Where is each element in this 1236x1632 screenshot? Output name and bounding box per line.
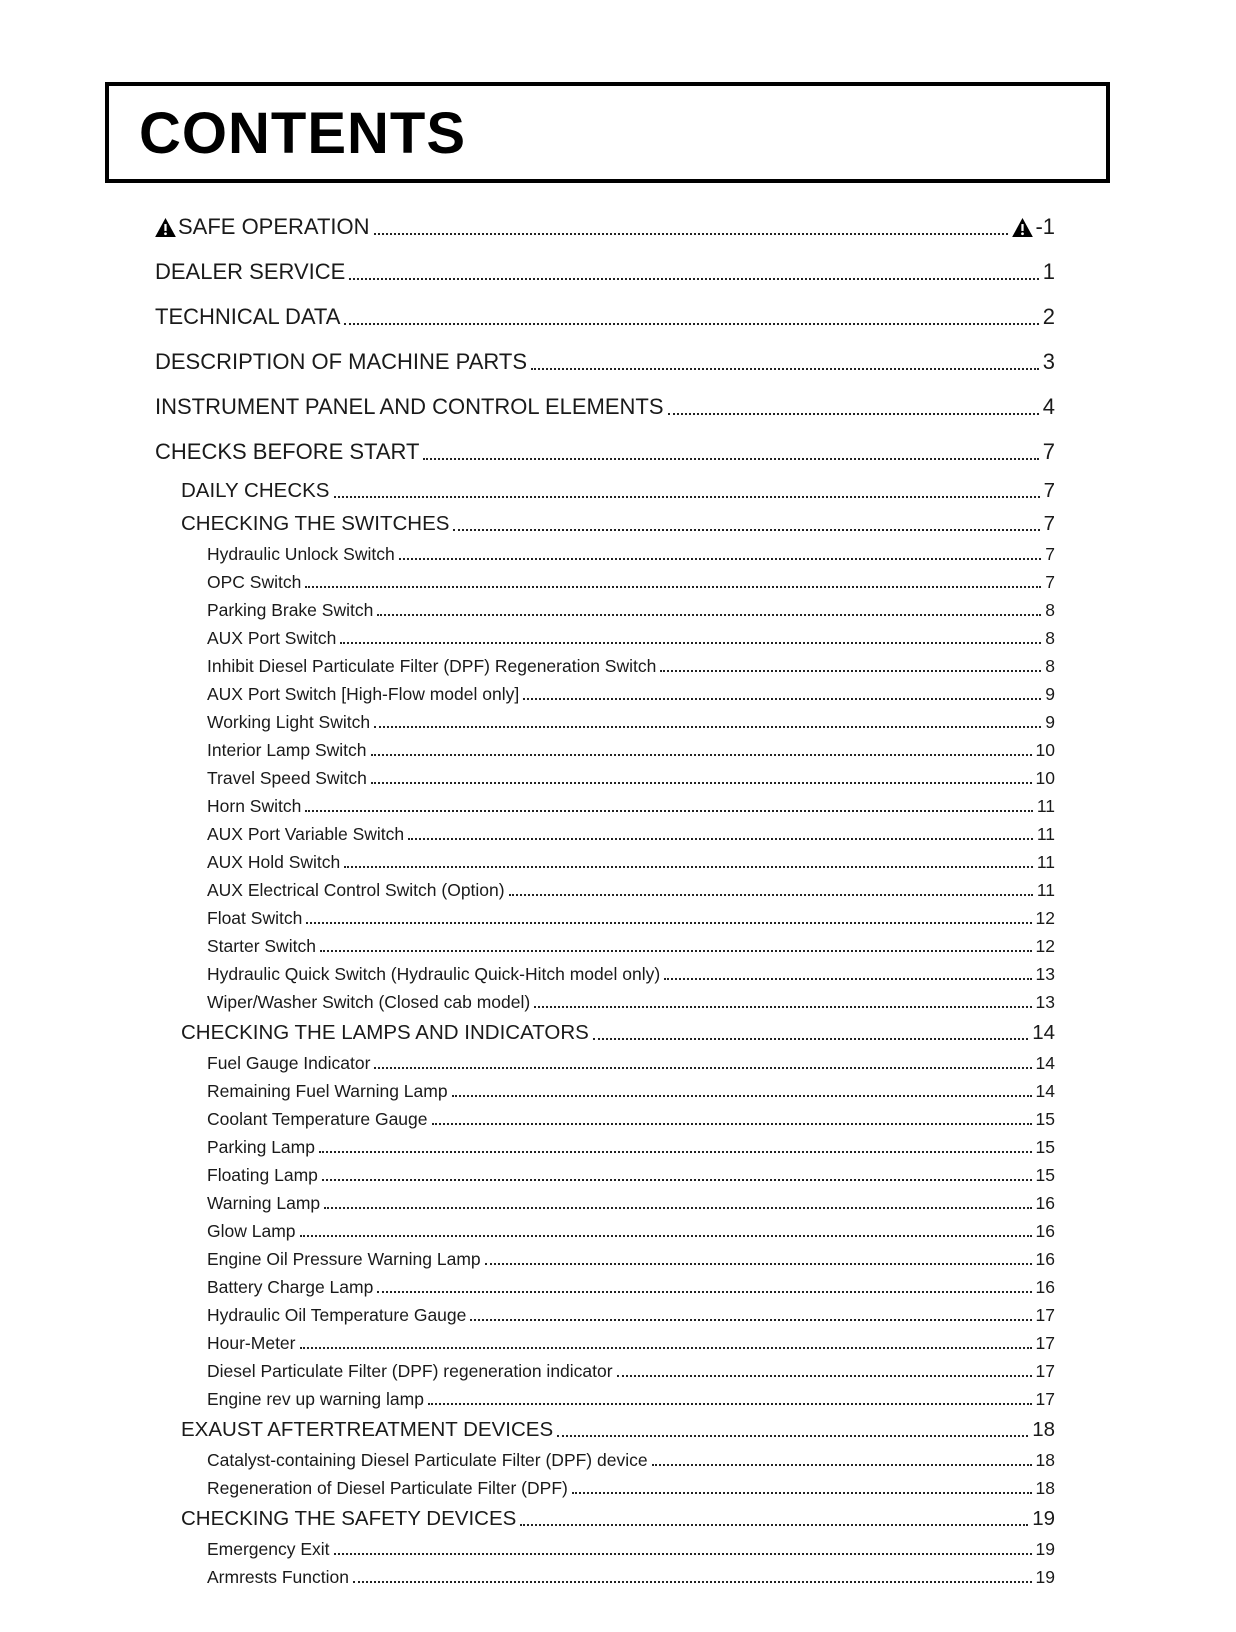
toc-entry-title: AUX Electrical Control Switch (Option)	[207, 880, 505, 900]
toc-entry-page-number: 11	[1036, 852, 1055, 872]
toc-entry-page-number: 14	[1032, 1021, 1055, 1044]
dot-leader	[353, 1581, 1032, 1583]
toc-entry-page-number: 11	[1036, 824, 1055, 844]
toc-entry	[155, 905, 1055, 933]
toc-entry	[155, 1330, 1055, 1358]
toc-entry-title: Glow Lamp	[207, 1221, 296, 1241]
toc-entry-label-wrap	[181, 1418, 553, 1442]
toc-entry-title: Fuel Gauge Indicator	[207, 1053, 371, 1073]
toc-entry	[155, 1564, 1055, 1592]
dot-leader	[324, 1207, 1031, 1209]
dot-leader	[652, 1464, 1032, 1466]
toc-entry-label-wrap	[207, 1305, 466, 1326]
toc-entry-label-wrap	[207, 1137, 315, 1158]
dot-leader	[617, 1375, 1032, 1377]
toc-entry-page-number: 16	[1035, 1277, 1055, 1297]
dot-leader	[408, 838, 1033, 840]
toc-entry-label-wrap	[207, 1277, 373, 1298]
dot-leader	[485, 1263, 1032, 1265]
toc-entry	[155, 1162, 1055, 1190]
toc-entry-page-number: 18	[1035, 1478, 1055, 1498]
toc-entry-label-wrap	[181, 1507, 516, 1531]
toc-entry	[155, 737, 1055, 765]
toc-entry-page	[1043, 439, 1055, 465]
toc-entry-label-wrap	[207, 1109, 428, 1130]
toc-entry-title: Armrests Function	[207, 1567, 349, 1587]
toc-entry-page	[1036, 1305, 1055, 1326]
toc-entry-page-number: 4	[1042, 394, 1055, 419]
dot-leader	[300, 1347, 1032, 1349]
toc-entry-page	[1036, 1277, 1055, 1298]
toc-entry	[155, 933, 1055, 961]
toc-entry-label-wrap	[207, 964, 660, 985]
toc-entry	[155, 1106, 1055, 1134]
toc-entry-label-wrap	[207, 1539, 330, 1560]
warning-triangle-icon	[155, 218, 176, 237]
dot-leader	[377, 614, 1041, 616]
dot-leader	[344, 866, 1033, 868]
dot-leader	[371, 782, 1032, 784]
toc-entry-page	[1036, 936, 1055, 957]
toc-entry-page-number: 19	[1035, 1539, 1055, 1559]
dot-leader	[470, 1319, 1031, 1321]
toc-entry-page	[1044, 479, 1055, 503]
toc-entry-label-wrap	[155, 259, 345, 285]
toc-entry-page	[1032, 1418, 1055, 1442]
toc-entry	[155, 597, 1055, 625]
dot-leader	[371, 754, 1032, 756]
dot-leader	[320, 950, 1032, 952]
toc-entry-label-wrap	[207, 1081, 448, 1102]
toc-entry-page	[1036, 992, 1055, 1013]
toc-entry-title: Catalyst-containing Diesel Particulate Filter (DPF) device	[207, 1450, 648, 1470]
toc-entry-label-wrap	[207, 1389, 424, 1410]
dot-leader	[664, 978, 1031, 980]
toc-entry-page-number: 15	[1035, 1109, 1055, 1129]
toc-entry-page-number: 7	[1045, 544, 1055, 564]
toc-entry-title: DEALER SERVICE	[155, 259, 346, 284]
toc-entry-title: AUX Port Variable Switch	[207, 824, 405, 844]
toc-entry-title: Regeneration of Diesel Particulate Filter (DPF)	[207, 1478, 568, 1498]
dot-leader	[534, 1006, 1031, 1008]
toc-entry-label-wrap	[207, 936, 316, 957]
dot-leader	[509, 894, 1033, 896]
toc-entry-page-number: 17	[1035, 1361, 1055, 1381]
dot-leader	[428, 1403, 1032, 1405]
dot-leader	[452, 1095, 1032, 1097]
toc-entry-title: CHECKING THE SWITCHES	[181, 512, 450, 535]
toc-entry-label-wrap	[207, 992, 530, 1013]
toc-entry	[155, 508, 1055, 541]
toc-entry-title: Battery Charge Lamp	[207, 1277, 374, 1297]
toc-entry	[155, 1386, 1055, 1414]
toc-entry-page	[1036, 1361, 1055, 1382]
toc-entry-title: Hydraulic Oil Temperature Gauge	[207, 1305, 467, 1325]
toc-entry	[155, 653, 1055, 681]
toc-entry-page	[1036, 1081, 1055, 1102]
dot-leader	[319, 1151, 1032, 1153]
toc-entry	[155, 681, 1055, 709]
dot-leader	[523, 698, 1041, 700]
toc-entry-label-wrap	[207, 740, 367, 761]
dot-leader	[340, 642, 1041, 644]
dot-leader	[305, 586, 1041, 588]
dot-leader	[334, 496, 1040, 498]
toc-entry-title: Interior Lamp Switch	[207, 740, 367, 760]
toc-entry-page-number: 14	[1035, 1053, 1055, 1073]
toc-entry-page-number: -1	[1035, 214, 1055, 239]
toc-entry-page-number: 19	[1035, 1567, 1055, 1587]
toc-entry-page-number: 7	[1045, 572, 1055, 592]
toc-entry-title: TECHNICAL DATA	[155, 304, 341, 329]
toc-entry-page	[1036, 1539, 1055, 1560]
toc-entry	[155, 250, 1055, 295]
dot-leader	[399, 558, 1042, 560]
toc-entry-page-number: 9	[1045, 712, 1055, 732]
toc-entry-label-wrap	[207, 600, 373, 621]
toc-entry	[155, 1050, 1055, 1078]
toc-entry-page	[1043, 304, 1055, 330]
toc-entry-label-wrap	[181, 479, 330, 503]
dot-leader	[322, 1179, 1032, 1181]
toc-entry-label-wrap	[207, 1450, 648, 1471]
toc-entry-title: DAILY CHECKS	[181, 479, 330, 502]
page-title: CONTENTS	[139, 101, 466, 166]
toc-entry-page	[1036, 768, 1055, 789]
dot-leader	[374, 233, 1009, 235]
toc-entry	[155, 1246, 1055, 1274]
toc-entry-page	[1045, 684, 1055, 705]
toc-entry-title: Emergency Exit	[207, 1539, 330, 1559]
dot-leader	[668, 413, 1039, 415]
toc-entry-title: Hour-Meter	[207, 1333, 296, 1353]
toc-entry-page-number: 12	[1035, 936, 1055, 956]
toc-entry-title: Wiper/Washer Switch (Closed cab model)	[207, 992, 531, 1012]
toc-entry-page-number: 9	[1045, 684, 1055, 704]
toc-entry-label-wrap	[207, 684, 519, 705]
toc-entry-title: Engine rev up warning lamp	[207, 1389, 424, 1409]
toc-entry-label-wrap	[207, 628, 336, 649]
toc-entry-label-wrap	[207, 1193, 320, 1214]
toc-entry	[155, 989, 1055, 1017]
toc-entry-label-wrap	[207, 1361, 613, 1382]
dot-leader	[593, 1038, 1028, 1040]
toc-entry	[155, 475, 1055, 508]
toc-entry-page	[1037, 880, 1055, 901]
toc-entry-title: OPC Switch	[207, 572, 302, 592]
toc-entry	[155, 1503, 1055, 1536]
dot-leader	[374, 726, 1041, 728]
toc-entry-label-wrap	[207, 1478, 568, 1499]
toc-entry-page-number: 7	[1043, 479, 1055, 502]
toc-entry-page-number: 18	[1032, 1418, 1055, 1441]
toc-entry-page-number: 15	[1035, 1165, 1055, 1185]
dot-leader	[349, 278, 1038, 280]
toc-entry-page	[1045, 600, 1055, 621]
toc-entry	[155, 205, 1055, 250]
toc-entry-page	[1045, 544, 1055, 565]
toc-entry-page	[1036, 1478, 1055, 1499]
toc-entry	[155, 793, 1055, 821]
toc-entry-page	[1045, 628, 1055, 649]
toc-entry	[155, 1475, 1055, 1503]
toc-entry-label-wrap	[181, 512, 449, 536]
toc-entry-page	[1036, 1193, 1055, 1214]
toc-entry-page-number: 1	[1042, 259, 1055, 284]
toc-entry	[155, 340, 1055, 385]
toc-entry-page-number: 12	[1035, 908, 1055, 928]
toc-entry-page	[1045, 712, 1055, 733]
toc-entry-title: Working Light Switch	[207, 712, 371, 732]
toc-entry-page	[1043, 349, 1055, 375]
toc-entry-label-wrap	[207, 1249, 481, 1270]
toc-entry	[155, 1414, 1055, 1447]
toc-entry	[155, 295, 1055, 340]
toc-entry-label-wrap	[207, 1567, 349, 1588]
toc-entry-page-number: 7	[1043, 512, 1055, 535]
toc-entry-label-wrap	[207, 908, 302, 929]
toc-entry-label-wrap	[207, 852, 340, 873]
toc-entry	[155, 961, 1055, 989]
toc-entry-title: EXAUST AFTERTREATMENT DEVICES	[181, 1418, 554, 1441]
toc-entry-title: AUX Port Switch [High-Flow model only]	[207, 684, 520, 704]
toc-entry-label-wrap	[155, 394, 664, 420]
toc-entry	[155, 1447, 1055, 1475]
toc-entry-label-wrap	[155, 349, 527, 375]
toc-entry-label-wrap	[181, 1021, 589, 1045]
toc-entry-title: SAFE OPERATION	[178, 214, 370, 239]
toc-entry-page	[1036, 1221, 1055, 1242]
toc-entry	[155, 821, 1055, 849]
toc-entry-page	[1036, 1137, 1055, 1158]
toc-entry-page	[1036, 1333, 1055, 1354]
toc-entry-page-number: 16	[1035, 1249, 1055, 1269]
toc-entry	[155, 569, 1055, 597]
toc-entry-page	[1036, 1165, 1055, 1186]
toc-entry-page-number: 13	[1035, 992, 1055, 1012]
toc-entry-title: Horn Switch	[207, 796, 302, 816]
toc-entry-page	[1036, 1109, 1055, 1130]
toc-entry	[155, 765, 1055, 793]
toc-entry	[155, 1134, 1055, 1162]
toc-entry-label-wrap	[207, 1333, 296, 1354]
toc-entry-title: DESCRIPTION OF MACHINE PARTS	[155, 349, 528, 374]
toc-entry-label-wrap	[155, 214, 370, 240]
toc-entry-page-number: 8	[1045, 656, 1055, 676]
toc-entry-title: Hydraulic Unlock Switch	[207, 544, 395, 564]
toc-entry-label-wrap	[207, 768, 367, 789]
toc-entry	[155, 385, 1055, 430]
toc-entry-page	[1036, 1053, 1055, 1074]
toc-entry	[155, 1078, 1055, 1106]
dot-leader	[557, 1435, 1028, 1437]
toc-entry-page	[1036, 1389, 1055, 1410]
dot-leader	[334, 1553, 1032, 1555]
toc-entry-page-number: 19	[1032, 1507, 1055, 1530]
dot-leader	[306, 922, 1031, 924]
dot-leader	[531, 368, 1039, 370]
toc-entry-label-wrap	[207, 572, 301, 593]
toc-entry-page	[1037, 796, 1055, 817]
toc-entry-page-number: 18	[1035, 1450, 1055, 1470]
toc-entry-label-wrap	[207, 824, 404, 845]
dot-leader	[377, 1291, 1031, 1293]
toc-entry-title: CHECKS BEFORE START	[155, 439, 420, 464]
toc-entry-page	[1036, 1450, 1055, 1471]
toc-entry-title: Remaining Fuel Warning Lamp	[207, 1081, 448, 1101]
toc-entry-page-number: 10	[1035, 740, 1055, 760]
toc-entry-page	[1036, 1567, 1055, 1588]
toc-entry-page	[1037, 852, 1055, 873]
contents-title-box	[105, 82, 1110, 183]
toc-entry-page-number: 14	[1035, 1081, 1055, 1101]
toc-entry	[155, 541, 1055, 569]
toc-entry-page-number: 17	[1035, 1305, 1055, 1325]
dot-leader	[374, 1067, 1031, 1069]
toc-entry-page	[1036, 908, 1055, 929]
toc-entry-page-number: 17	[1035, 1389, 1055, 1409]
toc-entry	[155, 709, 1055, 737]
toc-entry-label-wrap	[207, 796, 301, 817]
toc-entry-label-wrap	[207, 880, 505, 901]
warning-triangle-icon	[1012, 218, 1033, 237]
toc-entry-page	[1043, 259, 1055, 285]
toc-entry	[155, 1358, 1055, 1386]
toc-entry-title: INSTRUMENT PANEL AND CONTROL ELEMENTS	[155, 394, 664, 419]
toc-entry	[155, 1302, 1055, 1330]
toc-entry-page	[1045, 656, 1055, 677]
toc-entry-page-number: 7	[1042, 439, 1055, 464]
toc-entry-title: Hydraulic Quick Switch (Hydraulic Quick-Hitch model only)	[207, 964, 661, 984]
toc-entry-title: Warning Lamp	[207, 1193, 321, 1213]
toc-entry-title: Travel Speed Switch	[207, 768, 367, 788]
toc-entry-title: AUX Hold Switch	[207, 852, 341, 872]
toc-entry-title: Floating Lamp	[207, 1165, 318, 1185]
toc-entry	[155, 1536, 1055, 1564]
toc-entry-label-wrap	[207, 1053, 370, 1074]
toc-entry	[155, 1218, 1055, 1246]
toc-entry-title: CHECKING THE SAFETY DEVICES	[181, 1507, 517, 1530]
toc-entry-page	[1032, 1507, 1055, 1531]
toc-entry-page-number: 11	[1036, 880, 1055, 900]
toc-entry-label-wrap	[207, 656, 656, 677]
toc-entry-title: CHECKING THE LAMPS AND INDICATORS	[181, 1021, 589, 1044]
toc-entry-title: Float Switch	[207, 908, 303, 928]
toc-entry-page	[1037, 824, 1055, 845]
dot-leader	[432, 1123, 1032, 1125]
toc-entry-page	[1044, 512, 1055, 536]
toc-entry	[155, 849, 1055, 877]
toc-entry-title: Starter Switch	[207, 936, 316, 956]
toc-entry	[155, 1274, 1055, 1302]
toc-entry-page	[1036, 1249, 1055, 1270]
toc-entry	[155, 1017, 1055, 1050]
toc-entry-page-number: 13	[1035, 964, 1055, 984]
toc-entry-label-wrap	[207, 544, 395, 565]
dot-leader	[305, 810, 1032, 812]
dot-leader	[520, 1524, 1028, 1526]
toc-entry-page-number: 17	[1035, 1333, 1055, 1353]
toc-entry	[155, 1190, 1055, 1218]
toc-entry-title: Parking Lamp	[207, 1137, 315, 1157]
toc-entry-title: Engine Oil Pressure Warning Lamp	[207, 1249, 481, 1269]
toc-entry-title: AUX Port Switch	[207, 628, 337, 648]
toc-entry-page-number: 3	[1042, 349, 1055, 374]
toc-entry-page	[1043, 394, 1055, 420]
toc-entry-title: Inhibit Diesel Particulate Filter (DPF) Regeneration Switch	[207, 656, 657, 676]
toc-entry-page-number: 10	[1035, 768, 1055, 788]
toc-entry-page-number: 11	[1036, 796, 1055, 816]
toc-entry-title: Parking Brake Switch	[207, 600, 374, 620]
toc-entry-page-number: 8	[1045, 628, 1055, 648]
dot-leader	[423, 458, 1038, 460]
dot-leader	[660, 670, 1041, 672]
toc-entry-page	[1036, 964, 1055, 985]
toc-entry-label-wrap	[207, 712, 370, 733]
dot-leader	[453, 529, 1039, 531]
toc-entry-page-number: 2	[1042, 304, 1055, 329]
toc-entry-page	[1012, 214, 1055, 240]
dot-leader	[300, 1235, 1032, 1237]
toc-entry-label-wrap	[155, 304, 340, 330]
toc-entry-page-number: 8	[1045, 600, 1055, 620]
toc-entry-label-wrap	[155, 439, 419, 465]
dot-leader	[572, 1492, 1032, 1494]
toc-entry-title: Diesel Particulate Filter (DPF) regeneration indicator	[207, 1361, 613, 1381]
toc-entry-page-number: 15	[1035, 1137, 1055, 1157]
toc-entry	[155, 625, 1055, 653]
toc-entry-page-number: 16	[1035, 1221, 1055, 1241]
toc-entry-label-wrap	[207, 1221, 296, 1242]
table-of-contents	[155, 205, 1055, 1592]
toc-entry-page	[1036, 740, 1055, 761]
toc-entry	[155, 430, 1055, 475]
dot-leader	[344, 323, 1038, 325]
toc-entry-title: Coolant Temperature Gauge	[207, 1109, 428, 1129]
toc-entry	[155, 877, 1055, 905]
toc-entry-label-wrap	[207, 1165, 318, 1186]
toc-entry-page-number: 16	[1035, 1193, 1055, 1213]
toc-entry-page	[1032, 1021, 1055, 1045]
toc-entry-page	[1045, 572, 1055, 593]
